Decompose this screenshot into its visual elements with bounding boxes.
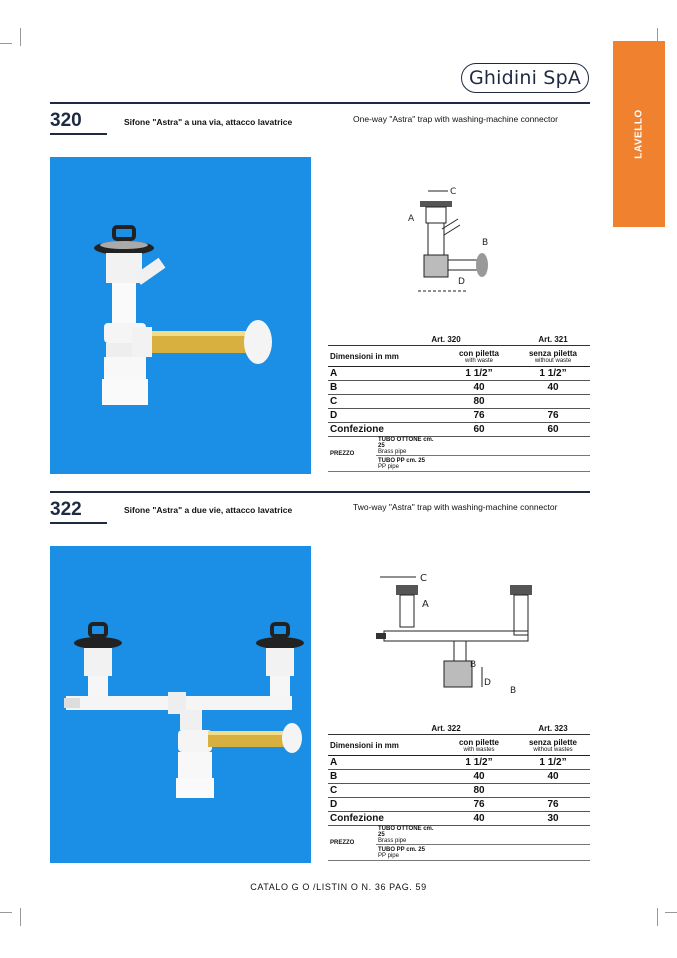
table-row: B 40 40 (328, 381, 590, 395)
brand-name: Ghidini SpA (468, 67, 582, 89)
col1-art: Art. 322 (376, 722, 516, 735)
spec-table (328, 722, 590, 861)
dim-label: Dimensioni in mm (328, 346, 442, 367)
section-rule (50, 491, 590, 493)
drawing-label: A (408, 214, 415, 224)
crop-mark (0, 912, 12, 913)
title-english: One-way "Astra" trap with washing-machine connector (353, 114, 558, 124)
dim-label: Dimensioni in mm (328, 735, 442, 756)
crop-mark (657, 908, 658, 926)
technical-drawing (398, 183, 506, 303)
table-row: D 76 76 (328, 798, 590, 812)
col2-desc: senza pilette without wastes (516, 735, 590, 756)
page-footer: CATALO G O /LISTIN O N. 36 PAG. 59 (250, 882, 427, 892)
col1-desc: con pilette with wastes (442, 735, 516, 756)
table-row: Confezione 40 30 (328, 812, 590, 826)
col2-desc: senza piletta without waste (516, 346, 590, 367)
table-row: D 76 76 (328, 409, 590, 423)
title-italian: Sifone "Astra" a una via, attacco lavatrice (124, 117, 293, 127)
drawing-label: C (420, 573, 427, 584)
drawing-label: D (484, 678, 491, 688)
drawing-label: A (422, 599, 429, 610)
title-italian: Sifone "Astra" a due vie, attacco lavatrice (124, 505, 293, 515)
number-underline (50, 522, 107, 524)
crop-mark (0, 43, 12, 44)
table-row: C 80 (328, 784, 590, 798)
technical-drawing (372, 567, 536, 705)
trap-illustration (50, 157, 311, 474)
col1-art: Art. 320 (376, 333, 516, 346)
price-label: PREZZO (328, 826, 376, 861)
drawing-label: B (470, 660, 477, 670)
trap-illustration (50, 546, 311, 863)
product-photo (50, 157, 311, 474)
article-number: 322 (50, 499, 82, 520)
col1-desc: con piletta with waste (442, 346, 516, 367)
article-number: 320 (50, 110, 82, 131)
drawing-label: D (458, 277, 465, 287)
table-row: A 1 1/2” 1 1/2” (328, 367, 590, 381)
section-rule (50, 102, 590, 104)
section-tab-label: LAVELLO (633, 109, 645, 159)
price-label: PREZZO (328, 437, 376, 472)
col2-art: Art. 321 (516, 333, 590, 346)
section-tab (613, 41, 665, 227)
product-photo (50, 546, 311, 863)
price-row: PREZZO TUBO OTTONE cm. 25 Brass pipe (328, 826, 590, 845)
crop-mark (20, 28, 21, 46)
spec-table (328, 333, 590, 472)
drawing-label: B (510, 686, 517, 696)
drawing-label: B (482, 238, 489, 248)
col2-art: Art. 323 (516, 722, 590, 735)
price-row: PREZZO TUBO OTTONE cm. 25 Brass pipe (328, 437, 590, 456)
table-row: C 80 (328, 395, 590, 409)
crop-mark (665, 912, 677, 913)
brand-logo (461, 63, 589, 93)
title-english: Two-way "Astra" trap with washing-machine connector (353, 502, 558, 512)
table-row: B 40 40 (328, 770, 590, 784)
number-underline (50, 133, 107, 135)
table-row: A 1 1/2” 1 1/2” (328, 756, 590, 770)
drawing-label: C (450, 187, 457, 197)
price-row: TUBO PP cm. 25 PP pipe (328, 845, 590, 861)
table-row: Confezione 60 60 (328, 423, 590, 437)
crop-mark (20, 908, 21, 926)
price-row: TUBO PP cm. 25 PP pipe (328, 456, 590, 472)
